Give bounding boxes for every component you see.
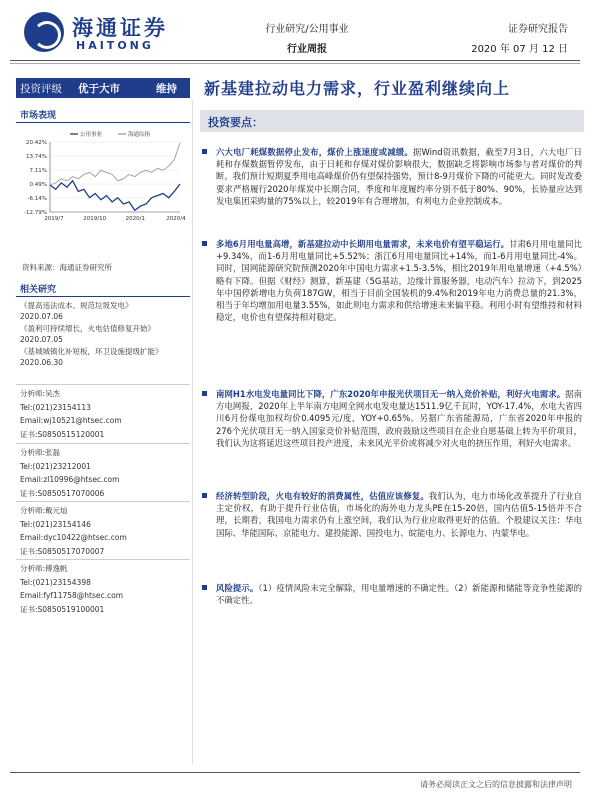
brand-name-en: HAITONG	[76, 39, 154, 52]
bullet-icon	[202, 493, 207, 498]
footer-divider	[10, 772, 580, 773]
key-point-text: 据Wind资讯数据，截至7月3日，六大电厂日耗和存煤数据暂停发布，由于日耗和存煤对煤价影响很大，数据缺乏将影响市场参与者对煤价的判断。我们预计短期夏季用电高峰煤价仍有望保持强势，预计8-9月煤价下降的可能更大。同时发改委要求严格履行2020年煤炭中长期合同，季度和年度履约率分别不低于80%、90%，长协量应达到发电集团采购量的75%以上，较2019年有合理增加，有利电力企业控制成本。	[216, 147, 582, 206]
rating-value: 优于大市	[78, 83, 120, 95]
market-rule	[16, 122, 190, 123]
analyst-cert: 证书:S0850517070007	[20, 546, 105, 556]
key-point-highlight: 多地6月用电量高增，新基建拉动中长期用电量需求，未来电价有望平稳运行。	[216, 239, 510, 249]
haitong-logo-icon	[24, 12, 64, 52]
analyst-rule	[16, 443, 190, 444]
bullet-icon	[202, 391, 207, 396]
header-divider-2	[10, 63, 580, 64]
report-type: 行业周报	[287, 44, 327, 55]
report-date: 2020 年 07 月 12 日	[471, 44, 568, 55]
analyst-tel: Tel:(021)23154146	[20, 519, 91, 529]
analyst-rule	[16, 501, 190, 502]
key-point-text: （1）疫情风险未完全解除，用电量增速的不确定性。（2）新能源和储能等竞争性能源的不确定性。	[216, 583, 583, 606]
report-class: 证券研究报告	[508, 24, 568, 35]
chart-legend-label: 公用事业	[80, 132, 103, 138]
key-point-item	[204, 388, 582, 449]
chart-y-tick: 7.11%	[29, 168, 47, 174]
related-item-title: 《基城城镇化补短板，环卫设施提级扩能》	[20, 347, 163, 356]
rating-label: 投资评级	[20, 83, 62, 95]
analyst-block	[20, 387, 190, 441]
related-item-date: 2020.06.30	[20, 358, 63, 367]
chart-series-line	[50, 181, 180, 211]
chart-series-line	[50, 143, 180, 185]
key-point-item	[204, 238, 582, 323]
key-point-highlight: 经济转型阶段，火电有较好的消费属性，估值应该修复。	[216, 491, 429, 501]
related-item-date: 2020.07.05	[20, 335, 63, 344]
analyst-tel: Tel:(021)23154113	[20, 402, 91, 412]
analyst-tel: Tel:(021)23154398	[20, 577, 91, 587]
related-item-title: 《盈利可持续增长，火电估值修复开始》	[20, 324, 155, 333]
market-performance-chart	[18, 128, 188, 238]
analyst-name: 分析师:戴元灿	[20, 506, 68, 515]
key-point-highlight: 南网H1水电发电量同比下降，广东2020年申报光伏项目无一纳入竞价补贴，利好火电需求。	[216, 389, 566, 399]
analyst-name: 分析师:傅逸帆	[20, 564, 68, 573]
analyst-name: 分析师:吴杰	[20, 389, 61, 398]
bullet-icon	[202, 585, 207, 590]
key-points-header	[200, 110, 584, 132]
analyst-name: 分析师:张磊	[20, 448, 61, 457]
key-point-text: 据南方电网报，2020年上半年南方电网全网水电发电量达1511.9亿千瓦时，YOY-17.4%，水电大省四川6月份煤电加权均价0.4095元/度，YOY+0.65%。另据广东省能源局，广东省2020年申报的276个光伏项目无一纳入国家竞价补贴范围，政府鼓励这些项目在企业自愿基础上转为平价项目，我们认为这将延迟这些项目投产进度，未来风光平价或将减少对火电的挤压作用，利好火电需求。	[216, 389, 582, 448]
key-point-text: 我们认为，电力市场化改革提升了行业自主定价权，有助于提升行业估值，市场化的海外电力龙头PE在15-20倍，国内估值5-15倍并不合理，长期看，我国电力需求仍有上涨空间，我们认为行业应取得更好的估值。个股建议关注：华电国际、华能国际、京能电力、建投能源、国投电力、皖能电力、长源电力、内蒙华电。	[216, 491, 583, 538]
analyst-cert: 证书:S0850519100001	[20, 604, 105, 614]
chart-x-tick: 2019/10	[83, 216, 107, 222]
chart-svg	[18, 128, 188, 238]
related-item-date: 2020.07.06	[20, 312, 63, 321]
related-rule	[16, 296, 190, 297]
footer-disclaimer: 请务必阅读正文之后的信息披露和法律声明	[420, 780, 572, 789]
chart-y-tick: 0.49%	[29, 182, 47, 188]
chart-y-tick: -12.79%	[24, 210, 47, 216]
analyst-block	[20, 504, 190, 558]
related-item[interactable]	[20, 300, 190, 322]
rating-action: 维持	[156, 83, 177, 95]
analyst-block	[20, 446, 190, 500]
investment-rating-bar	[16, 78, 190, 98]
bullet-icon	[202, 149, 207, 154]
analyst-rule	[16, 384, 190, 385]
chart-x-tick: 2020/1	[125, 216, 146, 222]
related-item[interactable]	[20, 346, 190, 368]
analyst-block	[20, 562, 190, 616]
related-item-title: 《提高违法成本、规范垃圾发电》	[20, 301, 133, 310]
chart-x-tick: 2020/4	[166, 216, 186, 222]
chart-y-tick: 13.74%	[26, 154, 47, 160]
key-point-text: 甘肃6月用电量同比+9.34%，而1-6月用电量同比+5.52%；浙江6月用电量同比+14%，而1-6月用电量同比-4%。同时，国网能源研究院预测2020年中国电力需求+1.5-3.5%，相比2019年用电量增速（+4.5%）略有下降。但据《财经》测算，新基建（5G基站，边缘计算服务器，电动汽车）拉动下，到2025年中国停新增电力负荷187GW，相当于目前全国装机的9.4%和2019年电力消费总量的21.3%，相当于年均增加用电量3.55%，如此则电力需求和供给增速未来偏平稳。利用小时有望维持和材料稳定，电价也有望保持相对稳定。	[216, 239, 582, 323]
chart-x-tick: 2019/7	[44, 216, 64, 222]
bullet-icon	[202, 241, 207, 246]
analyst-email[interactable]: Email:wj10521@htsec.com	[20, 416, 122, 425]
key-point-highlight: 六大电厂耗煤数据停止发布，煤价上涨速度或减缓。	[216, 147, 413, 157]
key-point-item	[204, 146, 582, 207]
market-performance-title: 市场表现	[20, 111, 57, 121]
analyst-cert: 证书:S0850517070006	[20, 488, 105, 498]
analyst-email[interactable]: Email:zl10996@htsec.com	[20, 475, 120, 484]
report-category: 行业研究/公用事业	[265, 24, 349, 35]
chart-legend-label: 海通综指	[128, 132, 151, 138]
haitong-logo	[24, 10, 194, 54]
analyst-rule	[16, 559, 190, 560]
chart-y-tick: 20.42%	[26, 140, 47, 146]
analyst-email[interactable]: Email:dyc10422@htsec.com	[20, 533, 127, 542]
analyst-email[interactable]: Email:fyf11758@htsec.com	[20, 591, 124, 600]
key-point-highlight: 风险提示。	[216, 583, 259, 593]
analyst-cert: 证书:S0850515120001	[20, 429, 105, 439]
brand-name-cn: 海通证券	[72, 15, 168, 40]
related-research-title: 相关研究	[20, 285, 57, 295]
header-divider	[10, 60, 580, 61]
key-points-label: 投资要点：	[208, 116, 263, 129]
report-title: 新基建拉动电力需求，行业盈利继续向上	[204, 79, 511, 98]
analyst-tel: Tel:(021)23212001	[20, 461, 91, 471]
related-item[interactable]	[20, 323, 190, 345]
key-point-item	[204, 490, 582, 539]
column-divider	[192, 100, 193, 765]
key-point-item	[204, 582, 582, 606]
chart-source: 资料来源：海通证券研究所	[22, 263, 112, 272]
chart-y-tick: -6.14%	[27, 196, 47, 202]
